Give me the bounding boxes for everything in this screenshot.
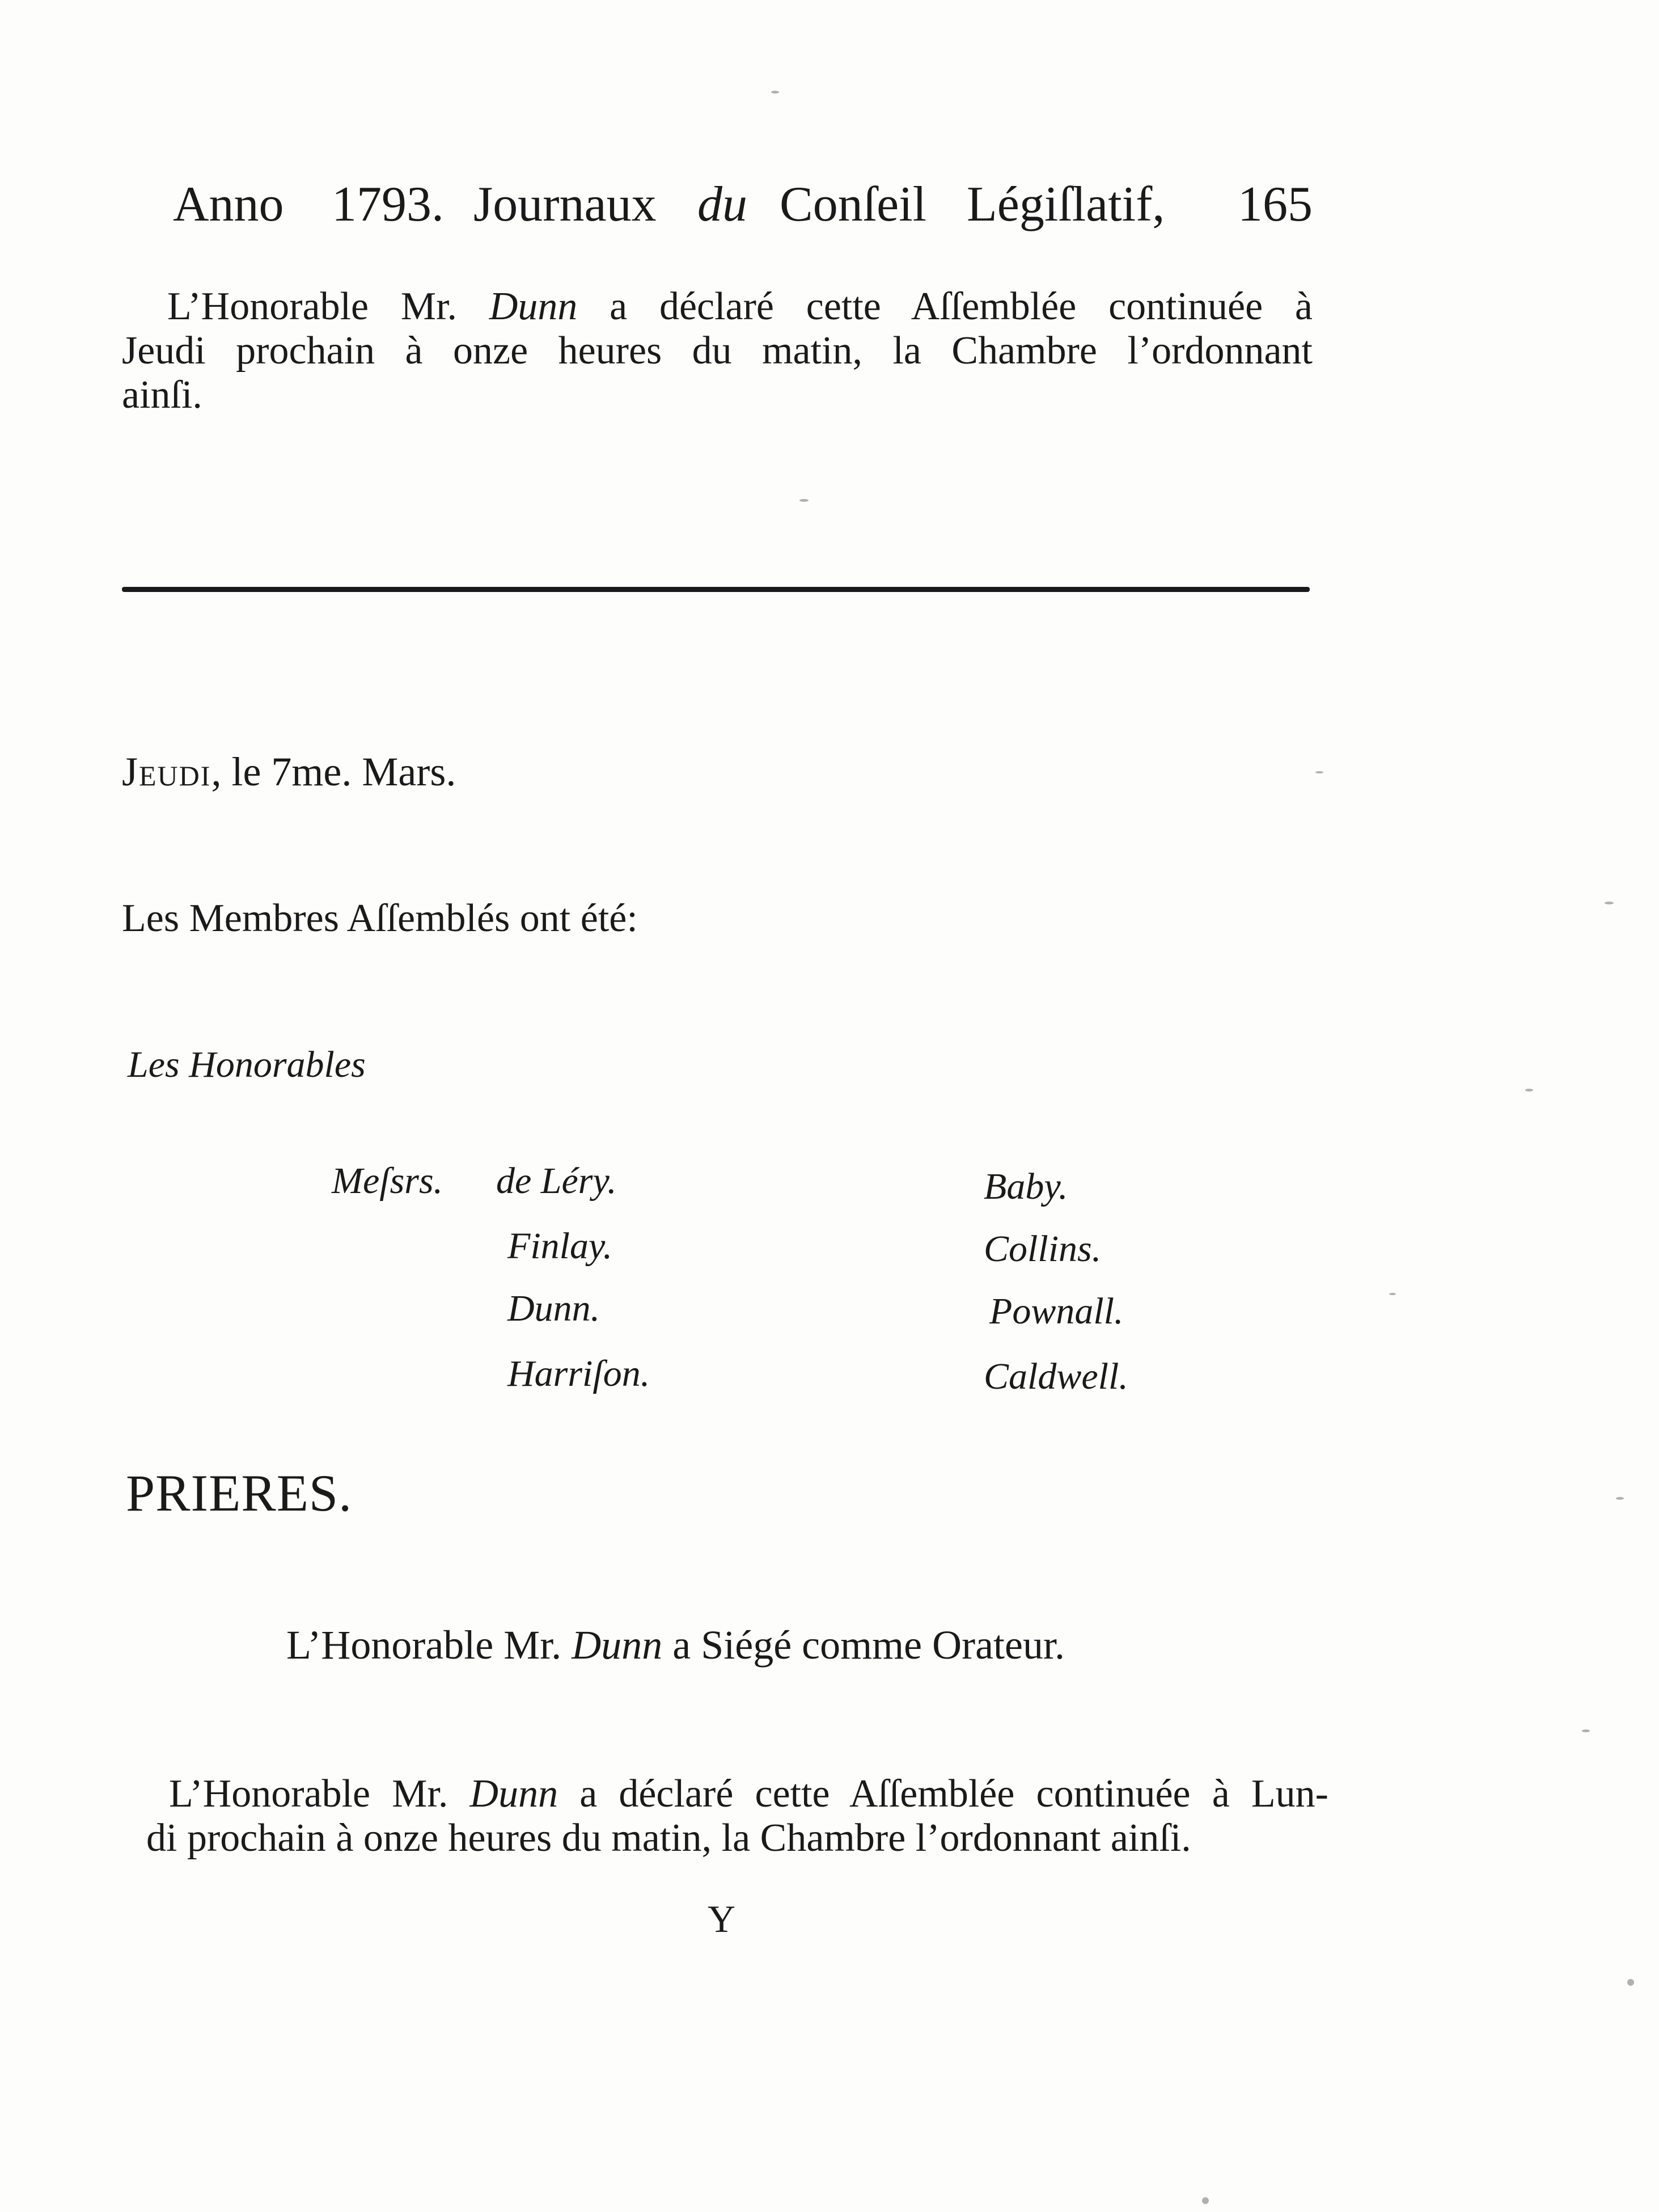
speaker-statement: L’Honorable Mr. Dunn a Siégé comme Orateur. <box>286 1622 1065 1668</box>
member-name: Harriſon. <box>507 1353 650 1394</box>
section-divider <box>122 587 1310 592</box>
paper-speck <box>1627 1979 1634 1986</box>
paper-speck <box>799 499 809 502</box>
member-name: Dunn. <box>507 1288 600 1329</box>
adjournment-paragraph-1 <box>122 285 1313 417</box>
honorables-label: Les Honorables <box>128 1044 366 1085</box>
member-name: de Léry. <box>496 1160 617 1202</box>
member-name: Finlay. <box>507 1225 613 1267</box>
paper-speck <box>1582 1729 1590 1732</box>
paper-speck <box>771 91 779 94</box>
paper-speck <box>1315 771 1323 773</box>
members-prefix: Meſsrs. <box>332 1160 443 1202</box>
paragraph-line: L’Honorable Mr. Dunn a déclaré cette Aſſemblée continuée à Lun- <box>169 1772 1328 1816</box>
header-year: 1793. <box>332 177 444 232</box>
paragraph-line: Jeudi prochain à onze heures du matin, la Chambre l’ordonnant <box>122 329 1313 373</box>
header-anno: Anno <box>173 177 284 232</box>
signature-mark: Y <box>708 1897 736 1940</box>
member-name: Dunn <box>469 1772 558 1816</box>
member-name: Baby. <box>984 1166 1068 1207</box>
header-conseil: Conſeil <box>780 177 927 232</box>
session-date: Jeudi, le 7me. Mars. <box>122 749 456 794</box>
paragraph-line: ainſi. <box>122 373 202 417</box>
paper-speck <box>1389 1293 1396 1295</box>
member-name: Dunn <box>489 285 578 328</box>
paper-speck <box>1525 1089 1533 1092</box>
header-du: du <box>697 177 747 232</box>
member-name: Caldwell. <box>984 1356 1128 1397</box>
paragraph-line: L’Honorable Mr. Dunn a déclaré cette Aſſemblée continuée à <box>167 285 1313 328</box>
adjournment-paragraph-2 <box>146 1772 1328 1860</box>
header-journaux: Journaux <box>473 177 657 232</box>
paragraph-line: di prochain à onze heures du matin, la Chambre l’ordonnant ainſi. <box>146 1816 1191 1860</box>
header-legislatif: Légiſlatif, <box>967 177 1165 232</box>
member-name: Collins. <box>984 1228 1102 1270</box>
members-heading: Les Membres Aſſemblés ont été: <box>122 896 638 940</box>
page-number: 165 <box>1238 177 1313 232</box>
paper-speck <box>1202 2197 1209 2204</box>
running-header <box>173 176 1313 244</box>
paper-speck <box>1616 1497 1624 1500</box>
prayers-heading: PRIERES. <box>126 1464 353 1522</box>
paper-speck <box>1605 902 1614 904</box>
member-name: Pownall. <box>989 1291 1124 1332</box>
member-name: Dunn <box>572 1622 663 1668</box>
